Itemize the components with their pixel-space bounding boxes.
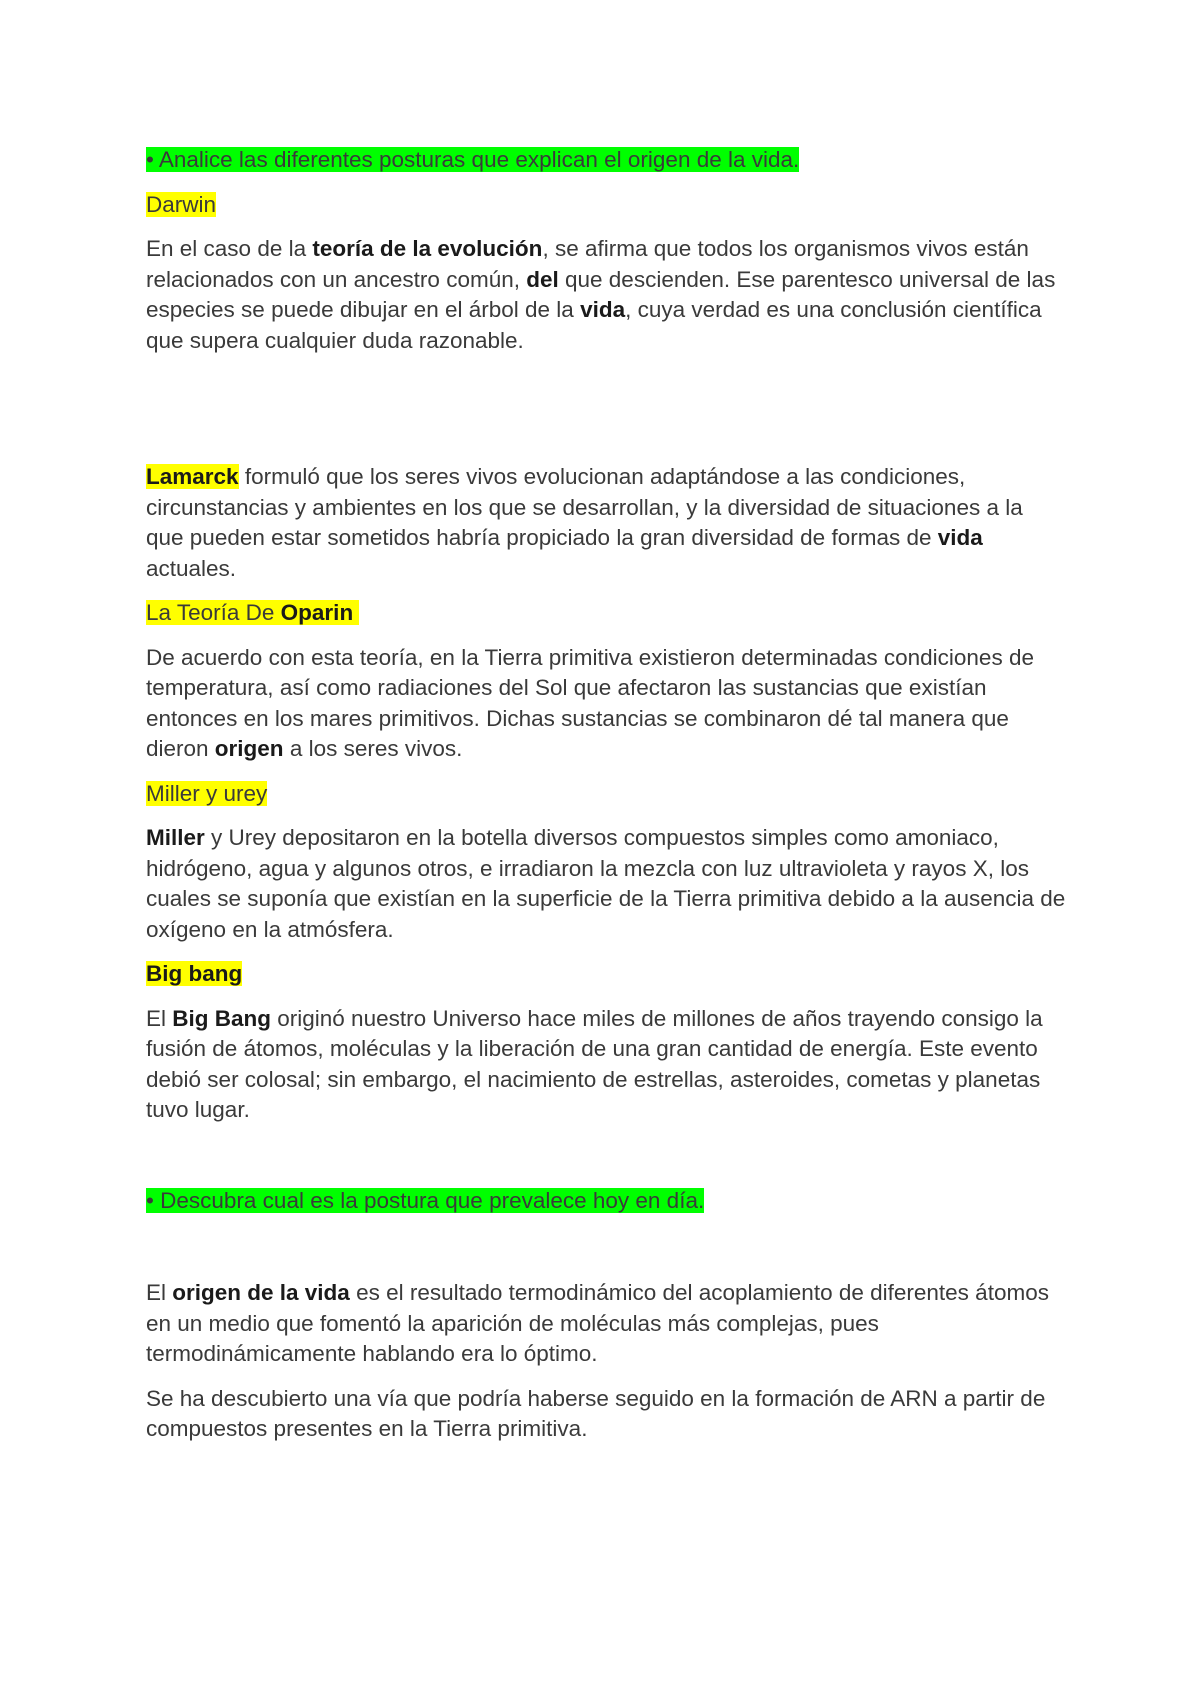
oparin-heading-bold: Oparin bbox=[280, 600, 354, 625]
darwin-paragraph bbox=[146, 234, 1066, 356]
darwin-heading bbox=[146, 190, 1066, 221]
bigbang-paragraph bbox=[146, 1004, 1066, 1126]
oparin-text-2: a los seres vivos. bbox=[283, 736, 463, 761]
answer-text-2: es el resultado termodinámico del acoplamiento de diferentes átomos en un medio que fomentó la aparición de moléculas más complejas, pues termodinámicamente hablando era lo óptimo. bbox=[146, 1280, 1049, 1366]
darwin-text-3: que descienden. Ese parentesco universal de las especies se puede dibujar en el árbol de la bbox=[146, 266, 1056, 322]
oparin-bold-1: origen bbox=[214, 736, 284, 761]
question-2-text: • Descubra cual es la postura que prevalece hoy en día. bbox=[146, 1187, 705, 1213]
answer-text-1: El bbox=[146, 1280, 173, 1305]
answer-paragraph-2 bbox=[146, 1384, 1066, 1445]
darwin-bold-1: teoría de la evolución bbox=[312, 236, 543, 261]
document-page bbox=[146, 140, 1066, 1445]
miller-text-1: y Urey depositaron en la botella diversos compuestos simples como amoniaco, hidrógeno, agua y algunos otros, e irradiaron la mezcla con luz ultravioleta y rayos X, los cuales se suponía que existían en la superficie de la Tierra primitiva debido a la ausencia de oxígeno en la atmósfera. bbox=[146, 825, 1066, 942]
oparin-heading bbox=[146, 598, 1066, 629]
lamarck-bold-1: vida bbox=[937, 525, 983, 550]
oparin-text-1: De acuerdo con esta teoría, en la Tierra primitiva existieron determinadas condiciones de temperatura, así como radiaciones del Sol que afectaron las sustancias que existían entonces en los mares primitivos. Dichas sustancias se combinaron dé tal manera que dieron bbox=[146, 644, 1034, 761]
bigbang-bold-1: Big Bang bbox=[172, 1005, 272, 1031]
answer-paragraph-1 bbox=[146, 1278, 1066, 1370]
miller-bold-1: Miller bbox=[146, 825, 205, 850]
question-1 bbox=[146, 145, 1066, 176]
darwin-text-1: En el caso de la bbox=[146, 236, 313, 261]
miller-heading bbox=[146, 779, 1066, 810]
miller-heading-text: Miller y urey bbox=[146, 780, 268, 806]
question-1-text: • Analice las diferentes posturas que explican el origen de la vida. bbox=[146, 147, 800, 172]
oparin-paragraph bbox=[146, 643, 1066, 765]
darwin-text-4: , cuya verdad es una conclusión científica que supera cualquier duda razonable. bbox=[146, 297, 1042, 353]
darwin-heading-text: Darwin bbox=[146, 191, 217, 217]
answer-text-3: Se ha descubierto una vía que podría haberse seguido en la formación de ARN a partir de compuestos presentes en la Tierra primitiva. bbox=[146, 1385, 1046, 1441]
oparin-heading-highlight bbox=[146, 600, 359, 625]
darwin-bold-2: del bbox=[526, 266, 559, 292]
bigbang-text-1: El bbox=[146, 1005, 173, 1031]
miller-paragraph bbox=[146, 823, 1066, 945]
question-2 bbox=[146, 1186, 1066, 1217]
lamarck-text-1: formuló que los seres vivos evolucionan adaptándose a las condiciones, circunstancias y ambientes en los que se desarrollan, y la diversidad de situaciones a la que pueden estar sometidos habría propiciado la gran diversidad de formas de bbox=[146, 464, 1023, 550]
bigbang-heading-text: Big bang bbox=[146, 961, 243, 986]
bigbang-text-2: originó nuestro Universo hace miles de millones de años trayendo consigo la fusión de átomos, moléculas y la liberación de una gran cantidad de energía. Este evento debió ser colosal; sin embargo, el nacimiento de estrellas, asteroides, cometas y planetas tuvo lugar. bbox=[146, 1005, 1043, 1122]
bigbang-heading bbox=[146, 959, 1066, 990]
lamarck-paragraph bbox=[146, 462, 1066, 584]
darwin-bold-3: vida bbox=[580, 297, 626, 322]
answer-bold-1: origen de la vida bbox=[172, 1280, 350, 1305]
darwin-text-2: , se afirma que todos los organismos vivos están relacionados con un ancestro común, bbox=[146, 236, 1029, 292]
lamarck-text-2: actuales. bbox=[146, 555, 237, 581]
oparin-heading-prefix: La Teoría De bbox=[146, 600, 281, 625]
lamarck-heading: Lamarck bbox=[146, 464, 239, 489]
